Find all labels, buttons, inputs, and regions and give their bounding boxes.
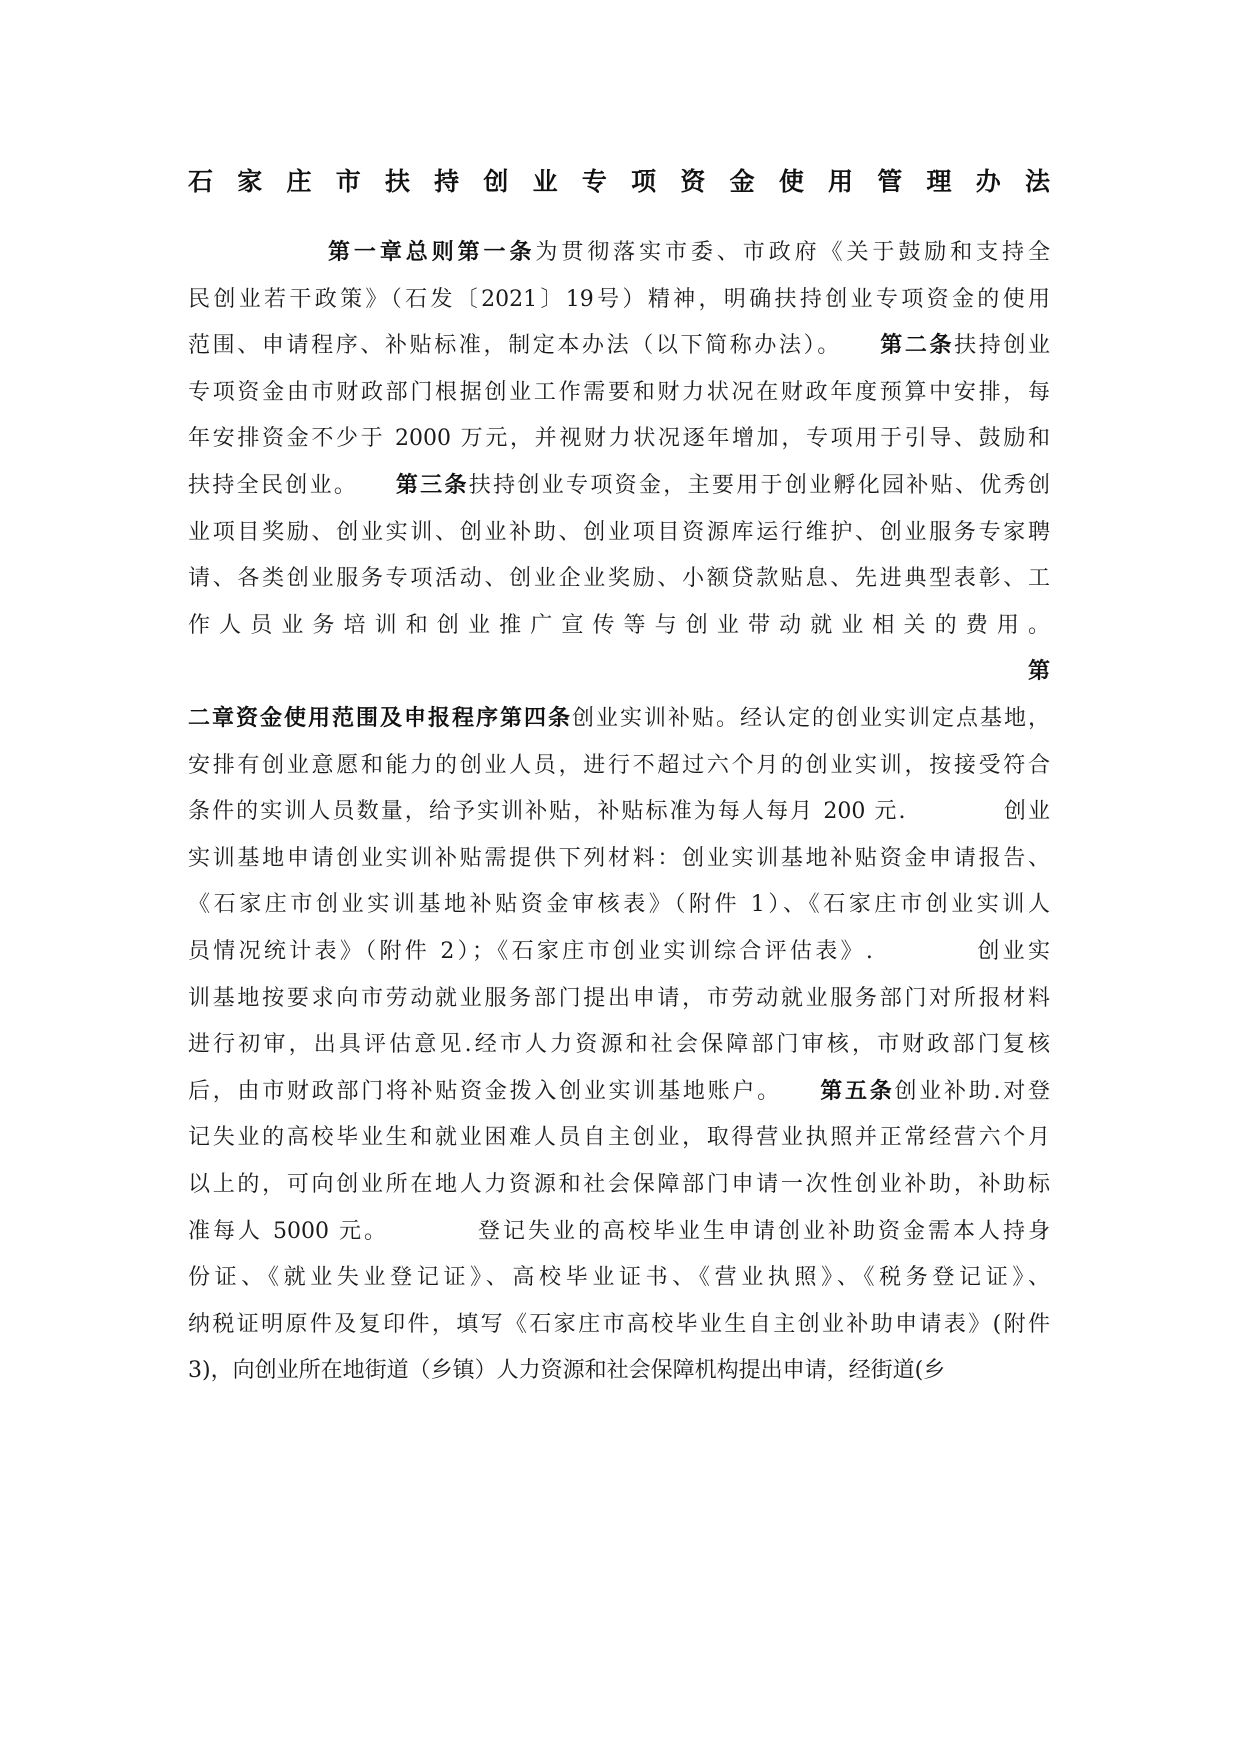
- body-text: 扶持全民创业。: [188, 473, 396, 498]
- text-line: [188, 699, 1050, 739]
- text-line: [188, 606, 1050, 646]
- article-heading: 第一章总则第一条: [328, 240, 536, 265]
- body-text: 范围、申请程序、补贴标准，制定本办法（以下简称办法）。: [188, 333, 881, 359]
- text-line: [188, 1165, 1050, 1205]
- text-line: [188, 792, 1050, 832]
- body-text: 进行初审，出具评估意见.经市人力资源和社会保障部门审核，市财政部门复核: [188, 1032, 1050, 1058]
- document-title: 石 家 庄 市 扶 持 创 业 专 项 资 金 使 用 管 理 办 法: [188, 167, 1050, 196]
- text-line: [188, 513, 1050, 553]
- body-text: 准每人 5000 元。 登记失业的高校毕业生申请创业补助资金需本人持身: [188, 1218, 1050, 1244]
- text-line: [188, 1212, 1050, 1252]
- text-line: [188, 280, 1050, 320]
- text-line: [188, 1072, 1050, 1112]
- body-text: 员情况统计表》（附件 2）；《石家庄市创业实训综合评估表》. 创业实: [188, 939, 1050, 964]
- body-text: 扶持创业专项资金，主要用于创业孵化园补贴、优秀创: [468, 473, 1050, 498]
- body-text: 记失业的高校毕业生和就业困难人员自主创业，取得营业执照并正常经营六个月: [188, 1125, 1050, 1151]
- text-line: [188, 1258, 1050, 1298]
- body-text: 民创业若干政策》（石发〔2021〕19号）精神，明确扶持创业专项资金的使用: [188, 286, 1050, 312]
- text-line: [188, 652, 1050, 692]
- text-line: [188, 419, 1050, 459]
- body-text: 以上的，可向创业所在地人力资源和社会保障部门申请一次性创业补助，补助标: [188, 1172, 1050, 1197]
- article-heading: 第三条: [395, 473, 469, 498]
- text-line: [188, 746, 1050, 786]
- body-text: 实训基地申请创业实训补贴需提供下列材料：创业实训基地补贴资金申请报告、: [188, 845, 1050, 871]
- body-text: 创业实训补贴。经认定的创业实训定点基地，: [572, 706, 1050, 731]
- article-heading: 二章资金使用范围及申报程序第四条: [188, 706, 572, 731]
- body-text: 扶持创业: [954, 333, 1050, 359]
- body-text: 纳税证明原件及复印件，填写《石家庄市高校毕业生自主创业补助申请表》(附件: [188, 1311, 1050, 1337]
- body-text: 请、各类创业服务专项活动、创业企业奖励、小额贷款贴息、先进典型表彰、工: [188, 566, 1050, 592]
- body-text: 业项目奖励、创业实训、创业补助、创业项目资源库运行维护、创业服务专家聘: [188, 519, 1050, 545]
- text-line: [188, 932, 1050, 972]
- text-line: [328, 233, 1050, 273]
- body-text: 创业补助.对登: [894, 1078, 1050, 1104]
- text-line: [188, 1025, 1050, 1065]
- text-line: [188, 979, 1050, 1019]
- body-text: 年安排资金不少于 2000 万元，并视财力状况逐年增加，专项用于引导、鼓励和: [188, 426, 1050, 452]
- body-text: 作人员业务培训和创业推广宣传等与创业带动就业相关的费用。: [188, 612, 1050, 638]
- article-heading: 第二条: [880, 333, 955, 359]
- body-text: 份证、《就业失业登记证》、高校毕业证书、《营业执照》、《税务登记证》、: [188, 1265, 1050, 1291]
- body-text: 3)，向创业所在地街道（乡镇）人力资源和社会保障机构提出申请，经街道(乡: [188, 1358, 946, 1384]
- text-line: [188, 839, 1050, 879]
- article-heading: 第五条: [820, 1078, 895, 1104]
- text-line: [188, 1305, 1050, 1345]
- body-text: 《石家庄市创业实训基地补贴资金审核表》（附件 1）、《石家庄市创业实训人: [188, 892, 1050, 918]
- body-text: 训基地按要求向市劳动就业服务部门提出申请，市劳动就业服务部门对所报材料: [188, 985, 1050, 1011]
- text-line: [188, 885, 1050, 925]
- body-text: 条件的实训人员数量，给予实训补贴，补贴标准为每人每月 200 元. 创业: [188, 799, 1050, 825]
- body-text: 为贯彻落实市委、市政府《关于鼓励和支持全: [535, 240, 1050, 265]
- article-heading: 第: [1027, 659, 1050, 685]
- text-line: [188, 1351, 1050, 1391]
- body-text: 后，由市财政部门将补贴资金拨入创业实训基地账户。: [188, 1078, 821, 1104]
- text-line: [188, 559, 1050, 599]
- text-line: [188, 1118, 1050, 1158]
- text-line: [188, 466, 1050, 506]
- body-text: 专项资金由市财政部门根据创业工作需要和财力状况在财政年度预算中安排，每: [188, 379, 1050, 405]
- text-line: [188, 373, 1050, 413]
- body-text: 安排有创业意愿和能力的创业人员，进行不超过六个月的创业实训，按接受符合: [188, 752, 1050, 778]
- text-line: [188, 326, 1050, 366]
